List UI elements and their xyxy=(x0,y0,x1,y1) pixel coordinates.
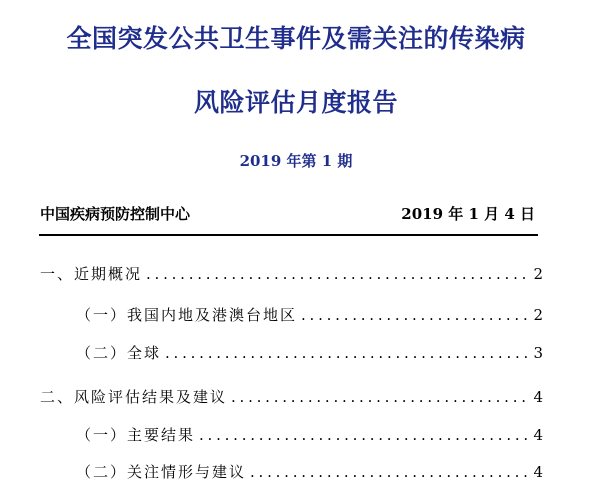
report-title-line-1: 全国突发公共卫生事件及需关注的传染病 xyxy=(66,24,526,53)
toc-entry-label: 一、近期概况 xyxy=(40,265,143,283)
toc-page-number: 4 xyxy=(533,388,543,406)
toc-entry-mainland-hk-macao-taiwan[interactable] xyxy=(40,303,543,327)
header-divider xyxy=(39,234,538,236)
toc-page-number: 4 xyxy=(533,426,543,444)
toc-entry-concerns-and-recommendations[interactable] xyxy=(40,460,543,484)
publication-date: 2019 年 1 月 4 日 xyxy=(401,205,535,223)
toc-page-number: 2 xyxy=(533,265,543,283)
toc-page-number: 2 xyxy=(533,306,543,324)
toc-entry-label: （一）我国内地及港澳台地区 xyxy=(76,306,298,324)
toc-page-number: 3 xyxy=(533,344,543,362)
toc-dot-leader xyxy=(250,460,527,484)
toc-entry-label: （二）关注情形与建议 xyxy=(76,463,247,481)
toc-page-number: 4 xyxy=(533,463,543,481)
toc-entry-main-results[interactable] xyxy=(40,423,543,447)
toc-entry-label: （一）主要结果 xyxy=(76,426,196,444)
toc-entry-risk-assessment[interactable] xyxy=(40,385,543,409)
toc-dot-leader xyxy=(231,385,527,409)
toc-entry-global[interactable] xyxy=(40,341,543,365)
toc-dot-leader xyxy=(301,303,527,327)
publication-meta xyxy=(40,203,537,225)
report-title-line-2: 风险评估月度报告 xyxy=(193,88,398,117)
toc-dot-leader xyxy=(165,341,527,365)
toc-dot-leader xyxy=(199,423,527,447)
toc-entry-recent-overview[interactable] xyxy=(40,262,543,286)
toc-entry-label: （二）全球 xyxy=(76,344,162,362)
toc-dot-leader xyxy=(146,262,527,286)
toc-entry-label: 二、风险评估结果及建议 xyxy=(40,388,228,406)
issue-number: 2019 年第 1 期 xyxy=(239,152,353,170)
organization-name: 中国疾病预防控制中心 xyxy=(40,205,191,223)
